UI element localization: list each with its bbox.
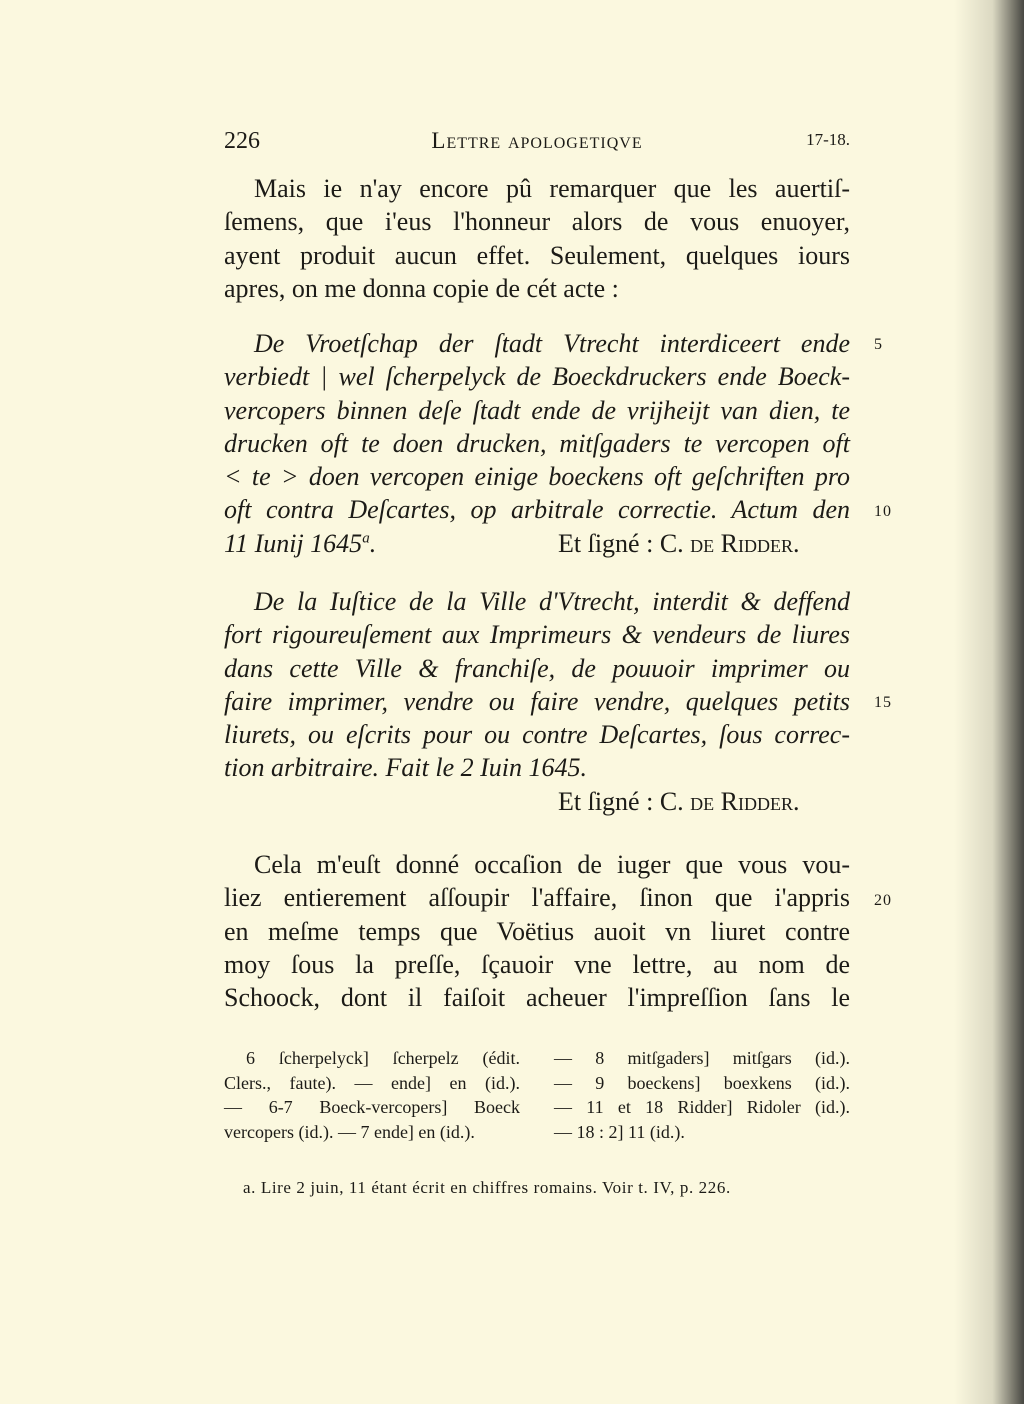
text-line: en meſme temps que Voëtius auoit vn liuret contre: [224, 916, 850, 946]
line-number: 20: [874, 892, 892, 909]
text-line: faire imprimer, vendre ou faire vendre, quelques petits: [224, 686, 850, 716]
dutch-act-quote: [224, 327, 850, 560]
french-act-quote: [224, 585, 850, 818]
paragraph-continuation: [224, 848, 850, 1014]
text-line: fort rigoureuſement aux Imprimeurs & vendeurs de liures: [224, 620, 850, 650]
act-date-signature-line: 11 Iunij 1645$^a$. Et ſigné : C. de Ridder.: [224, 527, 850, 560]
line-number: 10: [874, 503, 892, 520]
page-edge-shadow: [954, 0, 1024, 1404]
page-number: 226: [224, 128, 260, 154]
note-line: — 9 boeckens] boexkens (id.).: [554, 1072, 850, 1093]
running-header: [224, 128, 850, 158]
text-line: liurets, ou eſcrits pour ou contre Deſcartes, ſous correc-: [224, 720, 850, 750]
note-line: — 11 et 18 Ridder] Ridoler (id.).: [554, 1097, 850, 1117]
note-line: — 8 mitſgaders] mitſgars (id.).: [554, 1048, 850, 1068]
note-line: — 6-7 Boeck-vercopers] Boeck: [224, 1097, 520, 1117]
text-line: vercopers binnen deſe ſtadt ende de vrijheijt van dien, te: [224, 395, 850, 425]
text-line: Schoock, dont il faiſoit acheuer l'impreſſion ſans le: [224, 983, 850, 1013]
footnote-marker: a: [362, 530, 370, 547]
paragraph-intro: [224, 172, 850, 305]
line-number: 5: [874, 336, 883, 353]
line-number: 15: [874, 694, 892, 711]
text-line: moy ſous la preſſe, ſçauoir vne lettre, au nom de: [224, 949, 850, 979]
text-line: De Vroetſchap der ſtadt Vtrecht interdiceert ende: [254, 329, 850, 358]
text-line: < te > doen vercopen einige boeckens oft geſchriften pro: [224, 462, 850, 492]
note-line: Clers., faute). — ende] en (id.).: [224, 1072, 520, 1093]
note-line: — 18 : 2] 11 (id.).: [554, 1121, 685, 1142]
text-line: De la Iuſtice de la Ville d'Vtrecht, interdit & deffend: [254, 587, 850, 616]
text-line: dans cette Ville & franchiſe, de pouuoir imprimer ou: [224, 653, 850, 683]
footnote: a. Lire 2 juin, 11 étant écrit en chiffres romains. Voir t. IV, p. 226.: [243, 1178, 731, 1197]
note-line: vercopers (id.). — 7 ende] en (id.).: [224, 1121, 475, 1142]
running-title: Lettre apologetiqve: [431, 128, 643, 153]
act-date: 11 Iunij 1645: [224, 528, 363, 558]
text-line: apres, on me donna copie de cét acte :: [224, 273, 619, 303]
signature: Et ſigné : C. de Ridder.: [558, 786, 800, 816]
section-reference: 17-18.: [806, 130, 850, 149]
signature: Et ſigné : C. de Ridder.: [558, 528, 800, 558]
text-line: ayent produit aucun effet. Seulement, quelques iours: [224, 240, 850, 270]
text-line: tion arbitraire. Fait le 2 Iuin 1645.: [224, 753, 588, 783]
text-line: drucken oft te doen drucken, mitſgaders te vercopen oft: [224, 428, 850, 458]
text-line: verbiedt | wel ſcherpelyck de Boeckdruckers ende Boeck-: [224, 362, 850, 392]
text-line: ſemens, que i'eus l'honneur alors de vous enuoyer,: [224, 207, 850, 237]
variant-notes-left-column: [224, 1046, 520, 1144]
text-line: oft contra Deſcartes, op arbitrale correctie. Actum den: [224, 495, 850, 525]
note-line: 6 ſcherpelyck] ſcherpelz (édit.: [246, 1048, 520, 1068]
text-line: Mais ie n'ay encore pû remarquer que les auertiſ-: [254, 174, 850, 203]
variant-notes-right-column: [554, 1046, 850, 1144]
text-line: Cela m'euſt donné occaſion de iuger que vous vou-: [254, 850, 850, 879]
text-line: liez entierement aſſoupir l'affaire, ſinon que i'appris: [224, 883, 850, 913]
